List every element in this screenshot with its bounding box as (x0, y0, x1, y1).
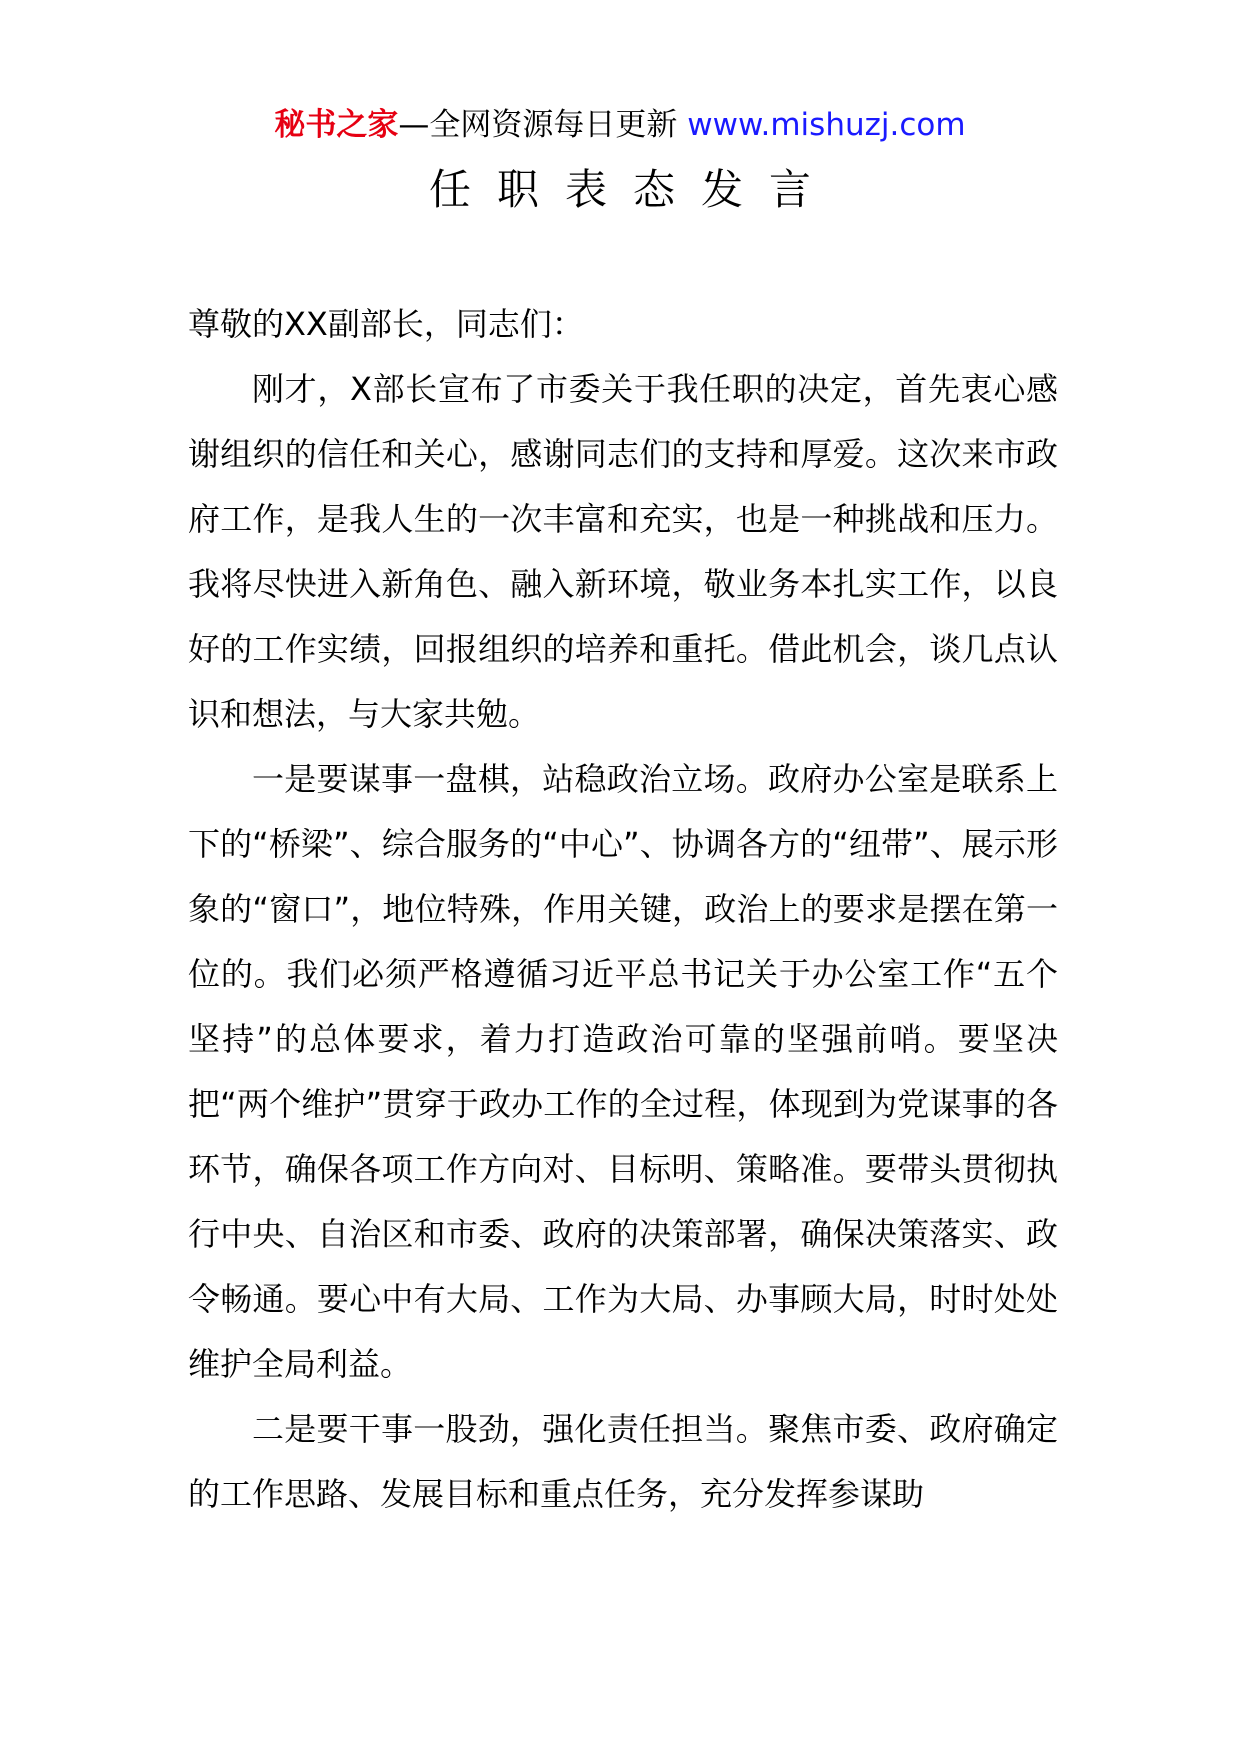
page-header (0, 100, 1240, 150)
salutation: 尊敬的XX副部长，同志们： (188, 305, 584, 343)
paragraph-intro: 刚才，X部长宣布了市委关于我任职的决定，首先衷心感谢组织的信任和关心，感谢同志们的支持和厚爱。这次来市政府工作，是我人生的一次丰富和充实，也是一种挑战和压力。我将尽快进入新角色、融入新环境，敬业务本扎实工作，以良好的工作实绩，回报组织的培养和重托。借此机会，谈几点认识和想法，与大家共勉。 (188, 370, 1058, 733)
brand-name: 秘书之家 (274, 107, 399, 143)
header-slogan: —全网资源每日更新 (398, 107, 678, 143)
document-body (188, 292, 1058, 1527)
document-title: 任职表态发言 (428, 165, 837, 214)
paragraph-point-one: 一是要谋事一盘棋，站稳政治立场。政府办公室是联系上下的“桥梁”、综合服务的“中心”、协调各方的“纽带”、展示形象的“窗口”，地位特殊，作用关键，政治上的要求是摆在第一位的。我们必须严格遵循习近平总书记关于办公室工作“五个坚持”的总体要求，着力打造政治可靠的坚强前哨。要坚决把“两个维护”贯穿于政办工作的全过程，体现到为党谋事的各环节，确保各项工作方向对、目标明、策略准。要带头贯彻执行中央、自治区和市委、政府的决策部署，确保决策落实、政令畅通。要心中有大局、工作为大局、办事顾大局，时时处处维护全局利益。 (188, 760, 1058, 1383)
paragraph-point-two: 二是要干事一股劲，强化责任担当。聚焦市委、政府确定的工作思路、发展目标和重点任务，充分发挥参谋助 (188, 1410, 1058, 1513)
site-url-link[interactable]: www.mishuzj.com (687, 107, 966, 143)
